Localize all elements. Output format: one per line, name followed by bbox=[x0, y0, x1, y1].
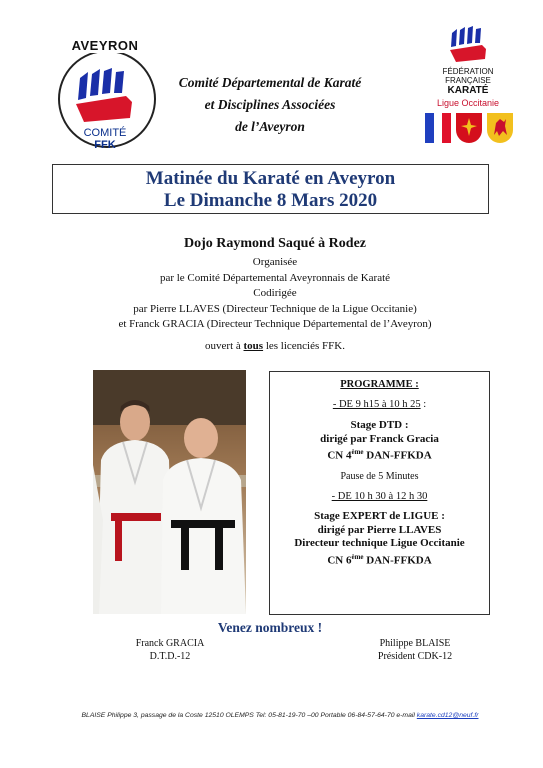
slot-1-sep: : bbox=[420, 399, 427, 410]
slot-2-block bbox=[270, 510, 489, 568]
codirected-by-2: et Franck GRACIA (Directeur Technique Départemental de l’Aveyron) bbox=[118, 318, 432, 330]
instructors-photo bbox=[93, 370, 246, 614]
open-prefix: ouvert à bbox=[205, 339, 244, 352]
slot-1-rank-prefix: CN 4 bbox=[327, 449, 352, 462]
slot-1-lead: dirigé par Franck Gracia bbox=[320, 432, 439, 445]
slot-1-time: - DE 9 h15 à 10 h 25 bbox=[332, 399, 421, 410]
slot-2-rank-prefix: CN 6 bbox=[327, 554, 352, 567]
sig-right-title: Président CDK-12 bbox=[377, 651, 453, 662]
footer-email-link[interactable]: karate.cd12@neuf.fr bbox=[416, 712, 479, 719]
ffk-line-2: FRANÇAISE bbox=[445, 76, 491, 85]
ffk-line-1: FÉDÉRATION bbox=[442, 67, 494, 76]
occitan-cross-icon bbox=[456, 113, 482, 143]
ffk-line-3: KARATÉ bbox=[447, 85, 489, 96]
open-emphasis: tous bbox=[243, 339, 264, 352]
sig-left-name: Franck GRACIA bbox=[135, 638, 205, 649]
closing-invite: Venez nombreux ! bbox=[217, 620, 323, 635]
ffk-emblem-icon bbox=[72, 66, 138, 124]
lion-coat-of-arms-icon bbox=[487, 113, 513, 143]
slot-1-rank bbox=[270, 446, 489, 463]
slot-1-time-line bbox=[270, 399, 489, 410]
organised-by: par le Comité Départemental Aveyronnais de Karaté bbox=[159, 271, 391, 284]
slot-2-title: Stage EXPERT de LIGUE : bbox=[314, 510, 445, 523]
slot-1-rank-sup: ème bbox=[351, 448, 364, 456]
slot-2-lead: dirigé par Pierre LLAVES bbox=[317, 523, 442, 536]
slot-2-rank bbox=[270, 551, 489, 568]
contact-footer bbox=[50, 712, 510, 719]
logo-comite-text: COMITÉ bbox=[83, 127, 127, 139]
event-date: Le Dimanche 8 Mars 2020 bbox=[163, 190, 378, 211]
slot-1-block bbox=[270, 419, 489, 463]
sig-right-name: Philippe BLAISE bbox=[379, 638, 451, 649]
programme-box bbox=[269, 371, 490, 615]
comite-aveyron-logo bbox=[50, 38, 160, 154]
ffk-federation-logo bbox=[418, 25, 518, 155]
event-intro bbox=[60, 233, 490, 354]
codirected-label: Codirigée bbox=[253, 287, 297, 299]
venue-heading: Dojo Raymond Saqué à Rodez bbox=[183, 236, 366, 251]
slot-2-rank-sup: ème bbox=[351, 552, 364, 561]
programme-heading: PROGRAMME : bbox=[340, 379, 419, 390]
ligue-occitanie-text: Ligue Occitanie bbox=[436, 98, 500, 108]
event-title: Matinée du Karaté en Aveyron bbox=[145, 168, 396, 189]
slot-2-role: Directeur technique Ligue Occitanie bbox=[294, 537, 465, 550]
pause-note: Pause de 5 Minutes bbox=[340, 471, 419, 483]
sig-left-title: D.T.D.-12 bbox=[149, 651, 191, 662]
open-suffix: les licenciés FFK. bbox=[263, 339, 345, 352]
slot-1-rank-suffix: DAN-FFKDA bbox=[363, 449, 432, 462]
committee-name bbox=[165, 72, 375, 138]
event-title-box bbox=[52, 164, 489, 214]
committee-line-1: Comité Départemental de Karaté bbox=[178, 75, 362, 90]
ffk-emblem-small-icon bbox=[448, 25, 488, 63]
open-to-line bbox=[60, 339, 490, 355]
signature-right bbox=[340, 637, 490, 663]
logo-aveyron-text: AVEYRON bbox=[50, 38, 160, 53]
slot-2-rank-suffix: DAN-FFKDA bbox=[363, 554, 432, 567]
organised-label: Organisée bbox=[252, 256, 298, 268]
signature-left bbox=[95, 637, 245, 663]
committee-line-2: et Disciplines Associées bbox=[204, 97, 336, 112]
french-flag-icon bbox=[425, 113, 451, 143]
footer-contact: BLAISE Philippe 3, passage de la Coste 12510 OLEMPS Tel: 05-81-19-70 –00 Portable 06-84-57-64-70 e-mail bbox=[81, 712, 417, 719]
codirected-by-1: par Pierre LLAVES (Directeur Technique de la Ligue Occitanie) bbox=[133, 302, 417, 315]
committee-line-3: de l’Aveyron bbox=[235, 119, 305, 134]
slot-2-time: - DE 10 h 30 à 12 h 30 bbox=[331, 491, 428, 503]
logo-ffk-text: FFK bbox=[94, 139, 116, 151]
slot-1-title: Stage DTD : bbox=[350, 419, 409, 431]
